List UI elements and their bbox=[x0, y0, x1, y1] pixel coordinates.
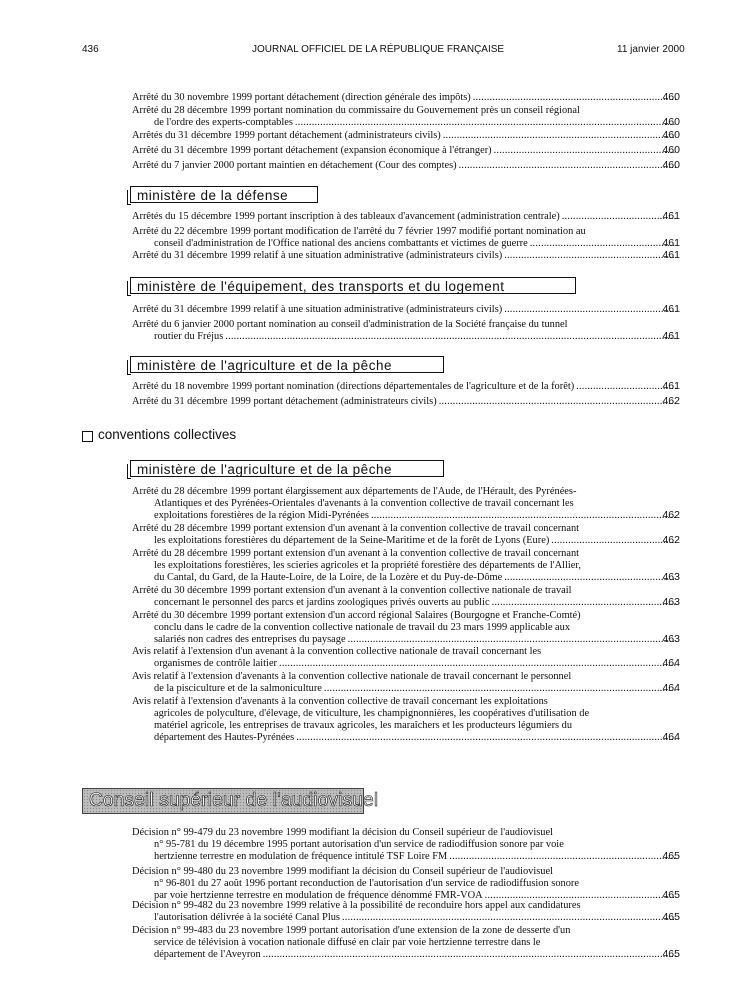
entry-text: service de télévision à vocation nationale diffusé en clair par voie hertzienne terrestre dans le bbox=[154, 937, 541, 948]
entry-page-number: 460 bbox=[662, 129, 680, 141]
list-item bbox=[132, 523, 678, 547]
leader-dots bbox=[263, 949, 676, 961]
leader-dots bbox=[459, 160, 676, 172]
list-item bbox=[132, 105, 678, 129]
leader-dots bbox=[324, 683, 676, 695]
leader-dots bbox=[296, 732, 676, 744]
entry-text: Arrêté du 30 décembre 1999 portant extension d'un accord régional Salaires (Bourgogne et Franche-Comté) bbox=[132, 610, 581, 621]
entry-text: Arrêté du 28 décembre 1999 portant nomination du commissaire du Gouvernement près un conseil régional bbox=[132, 105, 580, 116]
entry-text: Arrêté du 28 décembre 1999 portant extension d'un avenant à la convention collective de travail concernant bbox=[132, 523, 580, 534]
entry-page-number: 462 bbox=[662, 509, 680, 521]
ministry-heading-defense: ministère de la défense bbox=[130, 186, 318, 203]
list-item bbox=[132, 866, 678, 902]
leader-dots bbox=[439, 396, 676, 408]
entry-text: hertzienne terrestre en modulation de fréquence intitulé TSF Loire FM bbox=[154, 851, 448, 862]
leader-dots bbox=[449, 851, 676, 863]
entry-page-number: 465 bbox=[662, 948, 680, 960]
entry-page-number: 460 bbox=[662, 159, 680, 171]
leader-dots bbox=[295, 117, 676, 129]
entry-text: l'autorisation délivrée à la société Canal Plus bbox=[154, 912, 340, 923]
section-title-conventions: conventions collectives bbox=[98, 427, 237, 442]
ministry-heading-agriculture: ministère de l'agriculture et de la pêche bbox=[130, 356, 444, 373]
entry-page-number: 465 bbox=[662, 889, 680, 901]
entry-text: Arrêtés du 31 décembre 1999 portant détachement (administrateurs civils) bbox=[132, 130, 441, 141]
entry-text: les exploitations forestières, les scieries agricoles et la propriété forestière des départements de l'Allier, bbox=[154, 560, 582, 571]
entry-text: de la pisciculture et de la salmoniculture bbox=[154, 683, 322, 694]
entry-text: Décision n° 99-479 du 23 novembre 1999 modifiant la décision du Conseil supérieur de l'audiovisuel bbox=[132, 827, 553, 838]
entry-text: routier du Fréjus bbox=[154, 331, 224, 342]
entry-page-number: 465 bbox=[662, 911, 680, 923]
entry-page-number: 460 bbox=[662, 116, 680, 128]
entry-text: Décision n° 99-482 du 23 novembre 1999 relative à la possibilité de reconduire hors appel aux candidatures bbox=[132, 900, 581, 911]
entry-page-number: 463 bbox=[662, 571, 680, 583]
entry-page-number: 464 bbox=[662, 682, 680, 694]
ministry-heading-equipement: ministère de l'équipement, des transports et du logement bbox=[130, 277, 576, 294]
section-banner-csa bbox=[82, 788, 379, 814]
entry-page-number: 461 bbox=[662, 380, 680, 392]
page-number: 436 bbox=[82, 44, 99, 55]
entry-page-number: 461 bbox=[662, 330, 680, 342]
entry-text: Avis relatif à l'extension d'un avenant à la convention collective nationale de travail concernant les bbox=[132, 646, 542, 657]
leader-dots bbox=[562, 211, 676, 223]
list-item bbox=[132, 925, 678, 961]
ministry-heading-agriculture-conventions: ministère de l'agriculture et de la pêche bbox=[130, 460, 444, 477]
leader-dots bbox=[473, 92, 676, 104]
journal-title: JOURNAL OFFICIEL DE LA RÉPUBLIQUE FRANÇAISE bbox=[252, 44, 505, 55]
entry-text: n° 96-801 du 27 août 1996 portant reconduction de l'autorisation d'un service de radiodiffusion sonore bbox=[154, 878, 579, 889]
entry-page-number: 465 bbox=[662, 850, 680, 862]
entry-page-number: 462 bbox=[662, 395, 680, 407]
entry-text: organismes de contrôle laitier bbox=[154, 658, 278, 669]
entry-text: Arrêté du 30 décembre 1999 portant extension d'un avenant à la convention collective nationale de travail bbox=[132, 585, 572, 596]
entry-text: Arrêté du 18 novembre 1999 portant nomination (directions départementales de l'agriculture et de la forêt) bbox=[132, 381, 575, 392]
list-item bbox=[132, 145, 678, 157]
entry-text: les exploitations forestières du département de la Seine-Maritime et de la forêt de Lyons (Eure) bbox=[154, 535, 550, 546]
entry-text: matériel agricole, les entreprises de travaux agricoles, les maraîchers et les producteurs légumiers du bbox=[154, 720, 573, 731]
list-item bbox=[132, 827, 678, 863]
entry-text: Décision n° 99-483 du 23 novembre 1999 portant autorisation d'une extension de la zone de desserte d'un bbox=[132, 925, 571, 936]
entry-text: concernant le personnel des parcs et jardins zoologiques privés ouverts au public bbox=[154, 597, 490, 608]
entry-text: Atlantiques et des Pyrénées-Orientales d'avenants à la convention collective de travail concernant les bbox=[154, 498, 574, 509]
entry-text: Décision n° 99-480 du 23 novembre 1999 modifiant la décision du Conseil supérieur de l'audiovisuel bbox=[132, 866, 553, 877]
leader-dots bbox=[504, 572, 676, 584]
entry-page-number: 464 bbox=[662, 657, 680, 669]
list-item bbox=[132, 304, 678, 316]
list-item bbox=[132, 130, 678, 142]
leader-dots bbox=[492, 597, 676, 609]
leader-dots bbox=[551, 535, 676, 547]
list-item bbox=[132, 671, 678, 695]
entry-text: Arrêté du 30 novembre 1999 portant détachement (direction générale des impôts) bbox=[132, 92, 471, 103]
list-item bbox=[132, 160, 678, 172]
leader-dots bbox=[504, 250, 676, 262]
entry-text: Arrêté du 31 décembre 1999 relatif à une situation administrative (administrateurs civils) bbox=[132, 304, 503, 315]
section-title-csa: Conseil supérieur de l'audiovisuel bbox=[89, 790, 379, 811]
entry-text: Arrêtés du 15 décembre 1999 portant inscription à des tableaux d'avancement (administration centrale) bbox=[132, 211, 560, 222]
entry-text: exploitations forestières de la région Midi-Pyrénées bbox=[154, 510, 369, 521]
entry-text: Avis relatif à l'extension d'avenants à la convention collective nationale de travail concernant le personnel bbox=[132, 671, 572, 682]
leader-dots bbox=[348, 634, 676, 646]
list-item bbox=[132, 585, 678, 609]
list-item bbox=[132, 250, 678, 262]
entry-text: Arrêté du 28 décembre 1999 portant élargissement aux départements de l'Aude, de l'Hérault, des Pyrénées- bbox=[132, 486, 577, 497]
entry-text: conclu dans le cadre de la convention collective nationale de travail du 23 mars 1999 applicable aux bbox=[154, 622, 571, 633]
list-item bbox=[132, 211, 678, 223]
list-item bbox=[132, 548, 678, 584]
leader-dots bbox=[504, 304, 676, 316]
entry-page-number: 460 bbox=[662, 144, 680, 156]
entry-text: de l'ordre des experts-comptables bbox=[154, 117, 293, 128]
entry-text: Arrêté du 22 décembre 1999 portant modification de l'arrêté du 7 février 1997 modifié portant nomination au bbox=[132, 226, 586, 237]
entry-page-number: 463 bbox=[662, 633, 680, 645]
leader-dots bbox=[225, 331, 676, 343]
checkbox-square-icon bbox=[82, 431, 93, 442]
entry-page-number: 461 bbox=[662, 237, 680, 249]
entry-page-number: 461 bbox=[662, 303, 680, 315]
list-item bbox=[132, 396, 678, 408]
entry-text: Arrêté du 31 décembre 1999 portant détachement (administrateurs civils) bbox=[132, 396, 437, 407]
list-item bbox=[132, 486, 678, 522]
entry-text: salariés non cadres des entreprises du paysage bbox=[154, 634, 346, 645]
list-item bbox=[132, 610, 678, 646]
entry-page-number: 464 bbox=[662, 731, 680, 743]
entry-text: Arrêté du 28 décembre 1999 portant extension d'un avenant à la convention collective de travail concernant bbox=[132, 548, 580, 559]
leader-dots bbox=[279, 658, 676, 670]
list-item bbox=[132, 226, 678, 250]
entry-page-number: 463 bbox=[662, 596, 680, 608]
entry-page-number: 461 bbox=[662, 249, 680, 261]
entry-text: Arrêté du 31 décembre 1999 portant détachement (expansion économique à l'étranger) bbox=[132, 145, 492, 156]
leader-dots bbox=[530, 238, 676, 250]
entry-text: Arrêté du 6 janvier 2000 portant nomination au conseil d'administration de la Société française du tunnel bbox=[132, 319, 568, 330]
entry-text: conseil d'administration de l'Office national des anciens combattants et victimes de guerre bbox=[154, 238, 528, 249]
entry-page-number: 462 bbox=[662, 534, 680, 546]
entry-text: par voie hertzienne terrestre en modulation de fréquence dénommé FMR-VOA bbox=[154, 890, 483, 901]
entry-text: du Cantal, du Gard, de la Haute-Loire, de la Loire, de la Lozère et du Puy-de-Dôme bbox=[154, 572, 503, 583]
issue-date: 11 janvier 2000 bbox=[617, 44, 685, 55]
entry-text: département des Hautes-Pyrénées bbox=[154, 732, 295, 743]
leader-dots bbox=[494, 145, 676, 157]
entry-text: agricoles de polyculture, d'élevage, de viticulture, les champignonnières, les coopératives d'utilisation de bbox=[154, 708, 590, 719]
list-item bbox=[132, 92, 678, 104]
entry-text: Avis relatif à l'extension d'avenants à la convention collective de travail concernant les exploitations bbox=[132, 696, 548, 707]
entry-page-number: 461 bbox=[662, 210, 680, 222]
entry-text: n° 95-781 du 19 décembre 1995 portant autorisation d'un service de radiodiffusion sonore par voie bbox=[154, 839, 564, 850]
entry-text: Arrêté du 7 janvier 2000 portant maintien en détachement (Cour des comptes) bbox=[132, 160, 457, 171]
leader-dots bbox=[342, 912, 676, 924]
entry-text: Arrêté du 31 décembre 1999 relatif à une situation administrative (administrateurs civils) bbox=[132, 250, 503, 261]
list-item bbox=[132, 900, 678, 924]
list-item bbox=[132, 381, 678, 393]
list-item bbox=[132, 696, 678, 744]
entry-text: département de l'Aveyron bbox=[154, 949, 261, 960]
list-item bbox=[132, 319, 678, 343]
list-item bbox=[132, 646, 678, 670]
leader-dots bbox=[371, 510, 676, 522]
leader-dots bbox=[443, 130, 676, 142]
entry-page-number: 460 bbox=[662, 91, 680, 103]
